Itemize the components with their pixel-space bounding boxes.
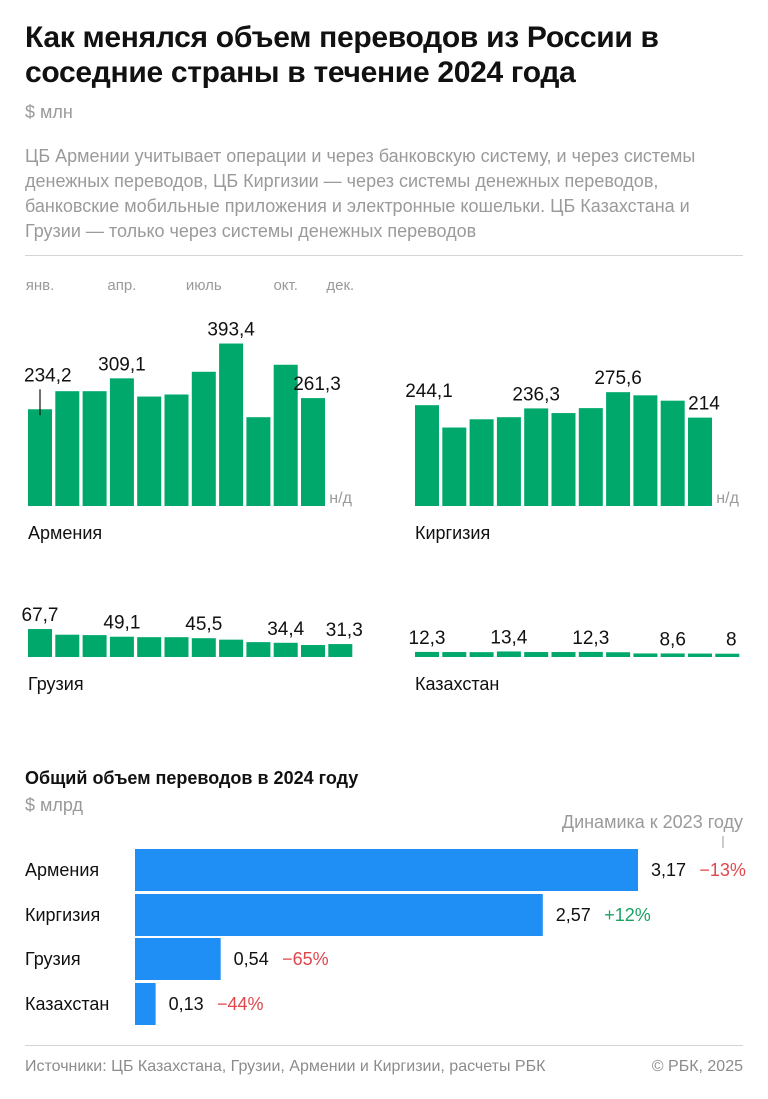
total-bar <box>135 938 221 980</box>
bar-value-label: 214 <box>688 393 720 415</box>
month-tick-label: окт. <box>273 277 298 294</box>
bar-value-label: 261,3 <box>293 374 341 396</box>
total-value-label: 2,57 <box>555 905 591 925</box>
month-tick-label: дек. <box>326 277 355 294</box>
bar-value-label: 393,4 <box>207 319 255 341</box>
country-label: Армения <box>28 523 103 543</box>
total-bar <box>135 849 638 891</box>
bar-value-label: 309,1 <box>98 354 146 376</box>
bottom-divider <box>25 1045 743 1046</box>
bar-value-label: 45,5 <box>185 614 223 636</box>
missing-data-label: н/д <box>716 490 739 507</box>
bar-value-label: 67,7 <box>21 605 59 627</box>
change-label: −65% <box>282 949 329 969</box>
bar-value-label: 31,3 <box>325 620 363 642</box>
totals-title: Общий объем переводов в 2024 году <box>25 768 359 788</box>
total-value-label: 0,54 <box>233 949 269 969</box>
country-label: Киргизия <box>415 523 491 543</box>
bar-value-label: 13,4 <box>490 627 528 649</box>
bar-value-label: 244,1 <box>405 381 453 403</box>
bar-value-label: 12,3 <box>408 627 446 649</box>
country-label: Армения <box>25 860 100 880</box>
totals-units: $ млрд <box>25 795 83 815</box>
total-bar <box>135 983 156 1025</box>
country-label: Киргизия <box>25 905 101 925</box>
change-label: −13% <box>699 860 746 880</box>
bar-value-label: 12,3 <box>572 627 610 649</box>
bar-value-label: 34,4 <box>267 618 305 640</box>
month-tick-label: янв. <box>25 277 55 294</box>
sources-footer: Источники: ЦБ Казахстана, Грузии, Армении и Киргизии, расчеты РБК <box>25 1058 546 1075</box>
country-label: Казахстан <box>415 674 500 694</box>
change-label: +12% <box>604 905 651 925</box>
units-label: $ млн <box>25 102 73 122</box>
change-label: −44% <box>217 994 264 1014</box>
country-label: Грузия <box>25 949 81 969</box>
total-value-label: 0,13 <box>168 994 204 1014</box>
month-tick-label: июль <box>185 277 222 294</box>
methodology-note: ЦБ Армении учитывает операции и через банковскую систему, и через системы денежных переводов, ЦБ Киргизии — через системы денежных переводов, банковские мобильные приложения и электронные кошельки. ЦБ Казахстана и Грузии — только через системы денежных переводов <box>25 146 696 241</box>
bar-value-label: 275,6 <box>594 368 642 390</box>
bar-value-label: 8,6 <box>659 629 686 651</box>
bar-value-label: 49,1 <box>103 612 141 634</box>
missing-data-label: н/д <box>329 490 352 507</box>
total-bar <box>135 894 543 936</box>
copyright: © РБК, 2025 <box>651 1058 743 1075</box>
country-label: Казахстан <box>25 994 110 1014</box>
bar-value-label: 234,2 <box>24 365 72 387</box>
total-value-label: 3,17 <box>651 860 687 880</box>
dynamics-header: Динамика к 2023 году <box>561 812 743 832</box>
chart-title: Как менялся объем переводов из России в соседние страны в течение 2024 года <box>25 21 659 89</box>
bar-value-label: 236,3 <box>512 384 560 406</box>
bar-value-label: 8 <box>726 629 737 651</box>
country-label: Грузия <box>28 674 84 694</box>
month-tick-label: апр. <box>107 277 137 294</box>
